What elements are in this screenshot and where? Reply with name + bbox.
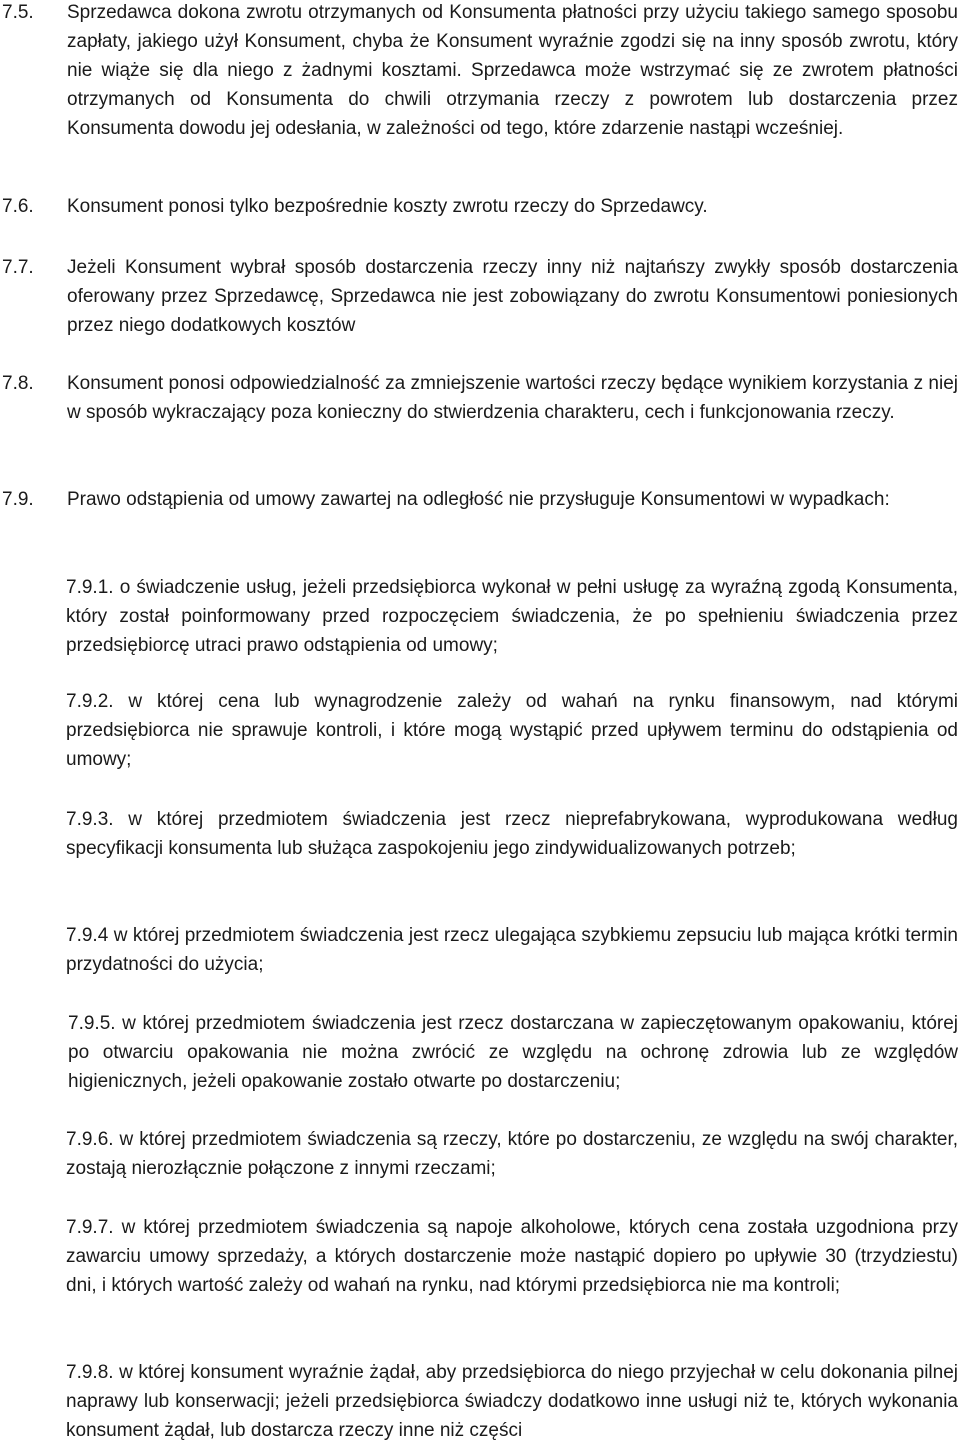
- subsection-text: [66, 806, 958, 864]
- section-text: Prawo odstąpienia od umowy zawartej na odległość nie przysługuje Konsumentowi w wypadkach:: [67, 489, 890, 510]
- subsection-number: 7.9.2.: [66, 691, 114, 712]
- section-text: Konsument ponosi odpowiedzialność za zmniejszenie wartości rzeczy będące wynikiem korzystania z niej w sposób wykraczający poza konieczny do stwierdzenia charakteru, cech i funkcjonowania rzeczy.: [67, 373, 958, 423]
- subsection-number: 7.9.3.: [66, 809, 114, 830]
- subsection-body: o świadczenie usług, jeżeli przedsiębiorca wykonał w pełni usługę za wyraźną zgodą Konsumenta, który został poinformowany przed rozpoczęciem świadczenia, że po spełnieniu świadczenia przez przedsiębiorcę utraci prawo odstąpienia od umowy;: [66, 577, 958, 656]
- subsection-text: [66, 574, 958, 661]
- subsection-body: w której przedmiotem świadczenia jest rzecz dostarczana w zapieczętowanym opakowaniu, której po otwarciu opakowania nie można zwrócić ze względu na ochronę zdrowia lub ze względów higienicznych, jeżeli opakowanie zostało otwarte po dostarczeniu;: [68, 1013, 959, 1092]
- section-text: Jeżeli Konsument wybrał sposób dostarczenia rzeczy inny niż najtańszy zwykły sposób dostarczenia oferowany przez Sprzedawcę, Sprzedawca nie jest zobowiązany do zwrotu Konsumentowi poniesionych przez niego dodatkowych kosztów: [67, 257, 958, 336]
- subsection-number: 7.9.7.: [66, 1217, 114, 1238]
- section-text: Sprzedawca dokona zwrotu otrzymanych od Konsumenta płatności przy użyciu takiego samego sposobu zapłaty, jakiego użył Konsument, chyba że Konsument wyraźnie zgodzi się na inny sposób zwrotu, który nie wiąże się dla niego z żadnymi kosztami. Sprzedawca może wstrzymać się ze zwrotem płatności otrzymanych od Konsumenta do chwili otrzymania rzeczy z powrotem lub dostarczenia przez Konsumenta dowodu jej odesłania, w zależności od tego, które zdarzenie nastąpi wcześniej.: [67, 2, 958, 139]
- subsection-text: [68, 1010, 958, 1097]
- subsection-body: w której konsument wyraźnie żądał, aby przedsiębiorca do niego przyjechał w celu dokonania pilnej naprawy lub konserwacji; jeżeli przedsiębiorca świadczy dodatkowo inne usługi niż te, których wykonania konsument żądał, lub dostarcza rzeczy inne niż części: [66, 1362, 959, 1441]
- subsection-body: w której przedmiotem świadczenia są rzeczy, które po dostarczeniu, ze względu na swój charakter, zostają nierozłącznie połączone z innymi rzeczami;: [66, 1129, 959, 1179]
- section-number: 7.8.: [2, 373, 34, 394]
- subsection-body: w której przedmiotem świadczenia jest rzecz nieprefabrykowana, wyprodukowana według specyfikacji konsumenta lub służąca zaspokojeniu jego zindywidualizowanych potrzeb;: [66, 809, 959, 859]
- subsection-number: 7.9.1.: [66, 577, 114, 598]
- subsection-text: [66, 1214, 958, 1301]
- subsection-text: [66, 1126, 958, 1184]
- subsection-body: w której przedmiotem świadczenia są napoje alkoholowe, których cena została uzgodniona przy zawarciu umowy sprzedaży, a których dostarczenie może nastąpić dopiero po upływie 30 (trzydziestu) dni, i których wartość zależy od wahań na rynku, nad którymi przedsiębiorca nie ma kontroli;: [66, 1217, 958, 1296]
- section-number: 7.7.: [2, 257, 34, 278]
- subsection-number: 7.9.5.: [68, 1013, 116, 1034]
- subsection-body: w której cena lub wynagrodzenie zależy od wahań na rynku finansowym, nad którymi przedsiębiorca nie sprawuje kontroli, i które mogą wystąpić przed upływem terminu do odstąpienia od umowy;: [66, 691, 959, 770]
- subsection-text: [66, 922, 958, 980]
- subsection-number: 7.9.8.: [66, 1362, 114, 1383]
- subsection-text: [66, 688, 958, 775]
- section-number: 7.6.: [2, 196, 34, 217]
- section-number: 7.9.: [2, 489, 34, 510]
- subsection-body: w której przedmiotem świadczenia jest rzecz ulegająca szybkiemu zepsuciu lub mająca krótki termin przydatności do użycia;: [66, 925, 959, 975]
- subsection-number: 7.9.6.: [66, 1129, 114, 1150]
- section-text: Konsument ponosi tylko bezpośrednie koszty zwrotu rzeczy do Sprzedawcy.: [67, 196, 708, 217]
- subsection-text: [66, 1359, 958, 1446]
- subsection-number: 7.9.4: [66, 925, 109, 946]
- section-number: 7.5.: [2, 2, 34, 23]
